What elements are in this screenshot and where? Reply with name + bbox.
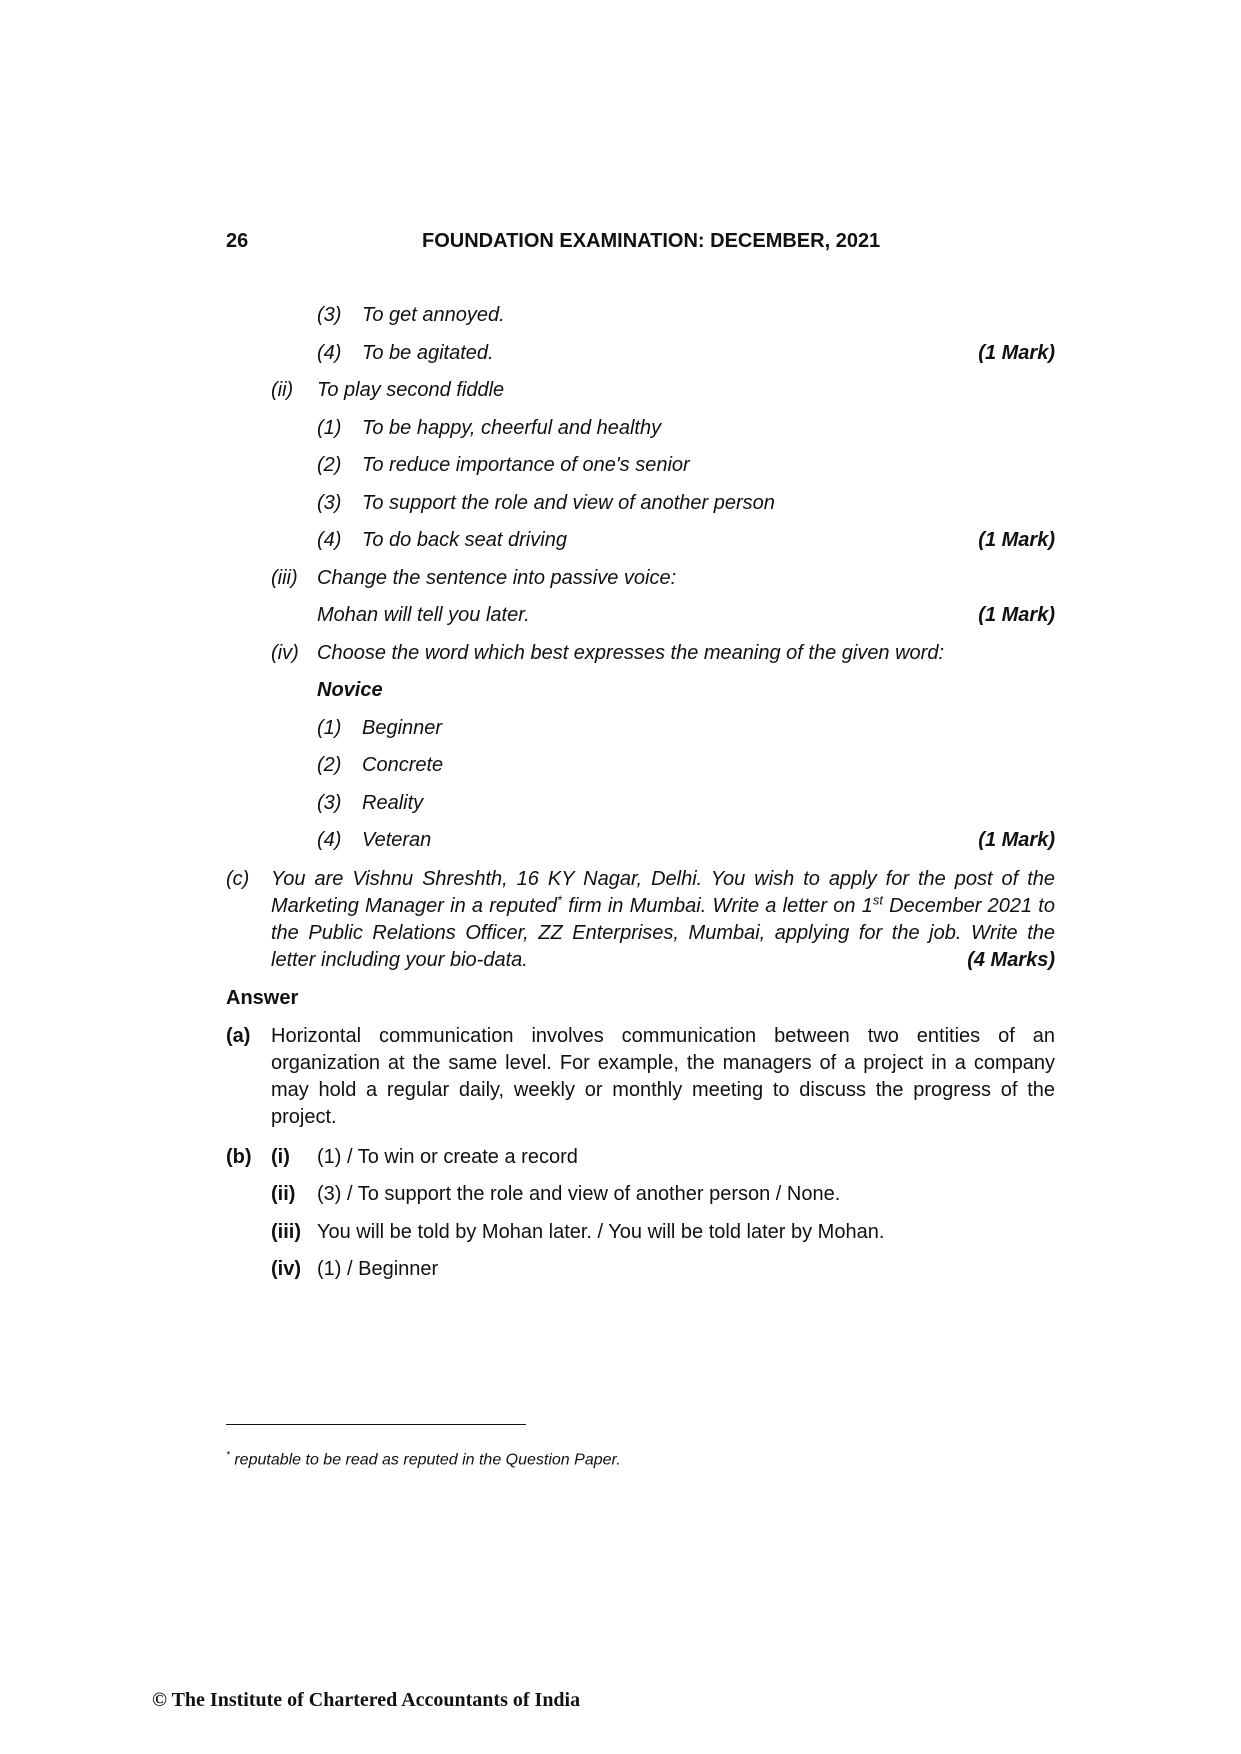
option-number: (1) (317, 717, 342, 739)
marks-label: (4 Marks) (967, 949, 1055, 971)
sub-question-number: (iv) (271, 642, 299, 664)
option-number: (1) (317, 417, 342, 439)
footnote: * reputable to be read as reputed in the Question Paper. (226, 1450, 621, 1469)
answer-item-text: (3) / To support the role and view of another person / None. (317, 1183, 841, 1205)
sub-question-number: (iii) (271, 567, 298, 589)
footnote-marker: * (557, 892, 563, 908)
question-number: (c) (226, 868, 250, 890)
option-number: (2) (317, 454, 342, 476)
option-number: (3) (317, 792, 342, 814)
answer-number: (b) (226, 1146, 252, 1168)
given-word: Novice (317, 679, 383, 701)
option-number: (3) (317, 304, 342, 326)
sentence-text: Mohan will tell you later. (317, 604, 530, 626)
answer-item-number: (i) (271, 1146, 290, 1168)
option-text: To be agitated. (362, 342, 494, 364)
footnote-marker: * (226, 1450, 230, 1461)
answer-heading: Answer (226, 987, 299, 1009)
option-number: (4) (317, 342, 342, 364)
ordinal-suffix: st (872, 892, 883, 908)
answer-item-text: (1) / To win or create a record (317, 1146, 578, 1168)
marks-label: (1 Mark) (978, 342, 1055, 364)
copyright-footer: © The Institute of Chartered Accountants of India (152, 1689, 581, 1711)
answer-a-text: Horizontal communication involves communication between two entities of an organization at the same level. For example, the managers of a project in a company may hold a regular daily, weekly or monthly meeting to discuss the progress of the project. (271, 1025, 1055, 1128)
option-number: (2) (317, 754, 342, 776)
marks-label: (1 Mark) (978, 829, 1055, 851)
option-text: Veteran (362, 829, 432, 851)
option-number: (4) (317, 829, 342, 851)
option-number: (4) (317, 529, 342, 551)
option-text: To reduce importance of one's senior (362, 454, 690, 476)
answer-number: (a) (226, 1025, 251, 1047)
option-text: Concrete (362, 754, 444, 776)
marks-label: (1 Mark) (978, 604, 1055, 626)
option-text: To do back seat driving (362, 529, 567, 551)
sub-question-text: Choose the word which best expresses the meaning of the given word: (317, 642, 945, 664)
option-text: Reality (362, 792, 424, 814)
option-text: To be happy, cheerful and healthy (362, 417, 662, 439)
answer-item-number: (iii) (271, 1221, 301, 1243)
page-title: FOUNDATION EXAMINATION: DECEMBER, 2021 (422, 230, 881, 252)
option-number: (3) (317, 492, 342, 514)
answer-item-text: You will be told by Mohan later. / You will be told later by Mohan. (317, 1221, 885, 1243)
sub-question-text: Change the sentence into passive voice: (317, 567, 677, 589)
footnote-divider (226, 1424, 526, 1425)
answer-item-number: (iv) (271, 1258, 301, 1280)
answer-item-number: (ii) (271, 1183, 296, 1205)
question-c-text: You are Vishnu Shreshth, 16 KY Nagar, Delhi. You wish to apply for the post of the Marketing Manager in a reputed* firm in Mumbai. Write a letter on 1st December 2021 to the Public Relations Officer, ZZ Enterprises, Mumbai, applying for the job. Write the letter including your bio-data. (271, 868, 1055, 971)
option-text: Beginner (362, 717, 443, 739)
answer-item-text: (1) / Beginner (317, 1258, 439, 1280)
sub-question-number: (ii) (271, 379, 294, 401)
marks-label: (1 Mark) (978, 529, 1055, 551)
page-number: 26 (226, 230, 249, 252)
option-text: To get annoyed. (362, 304, 505, 326)
sub-question-text: To play second fiddle (317, 379, 505, 401)
option-text: To support the role and view of another person (362, 492, 775, 514)
